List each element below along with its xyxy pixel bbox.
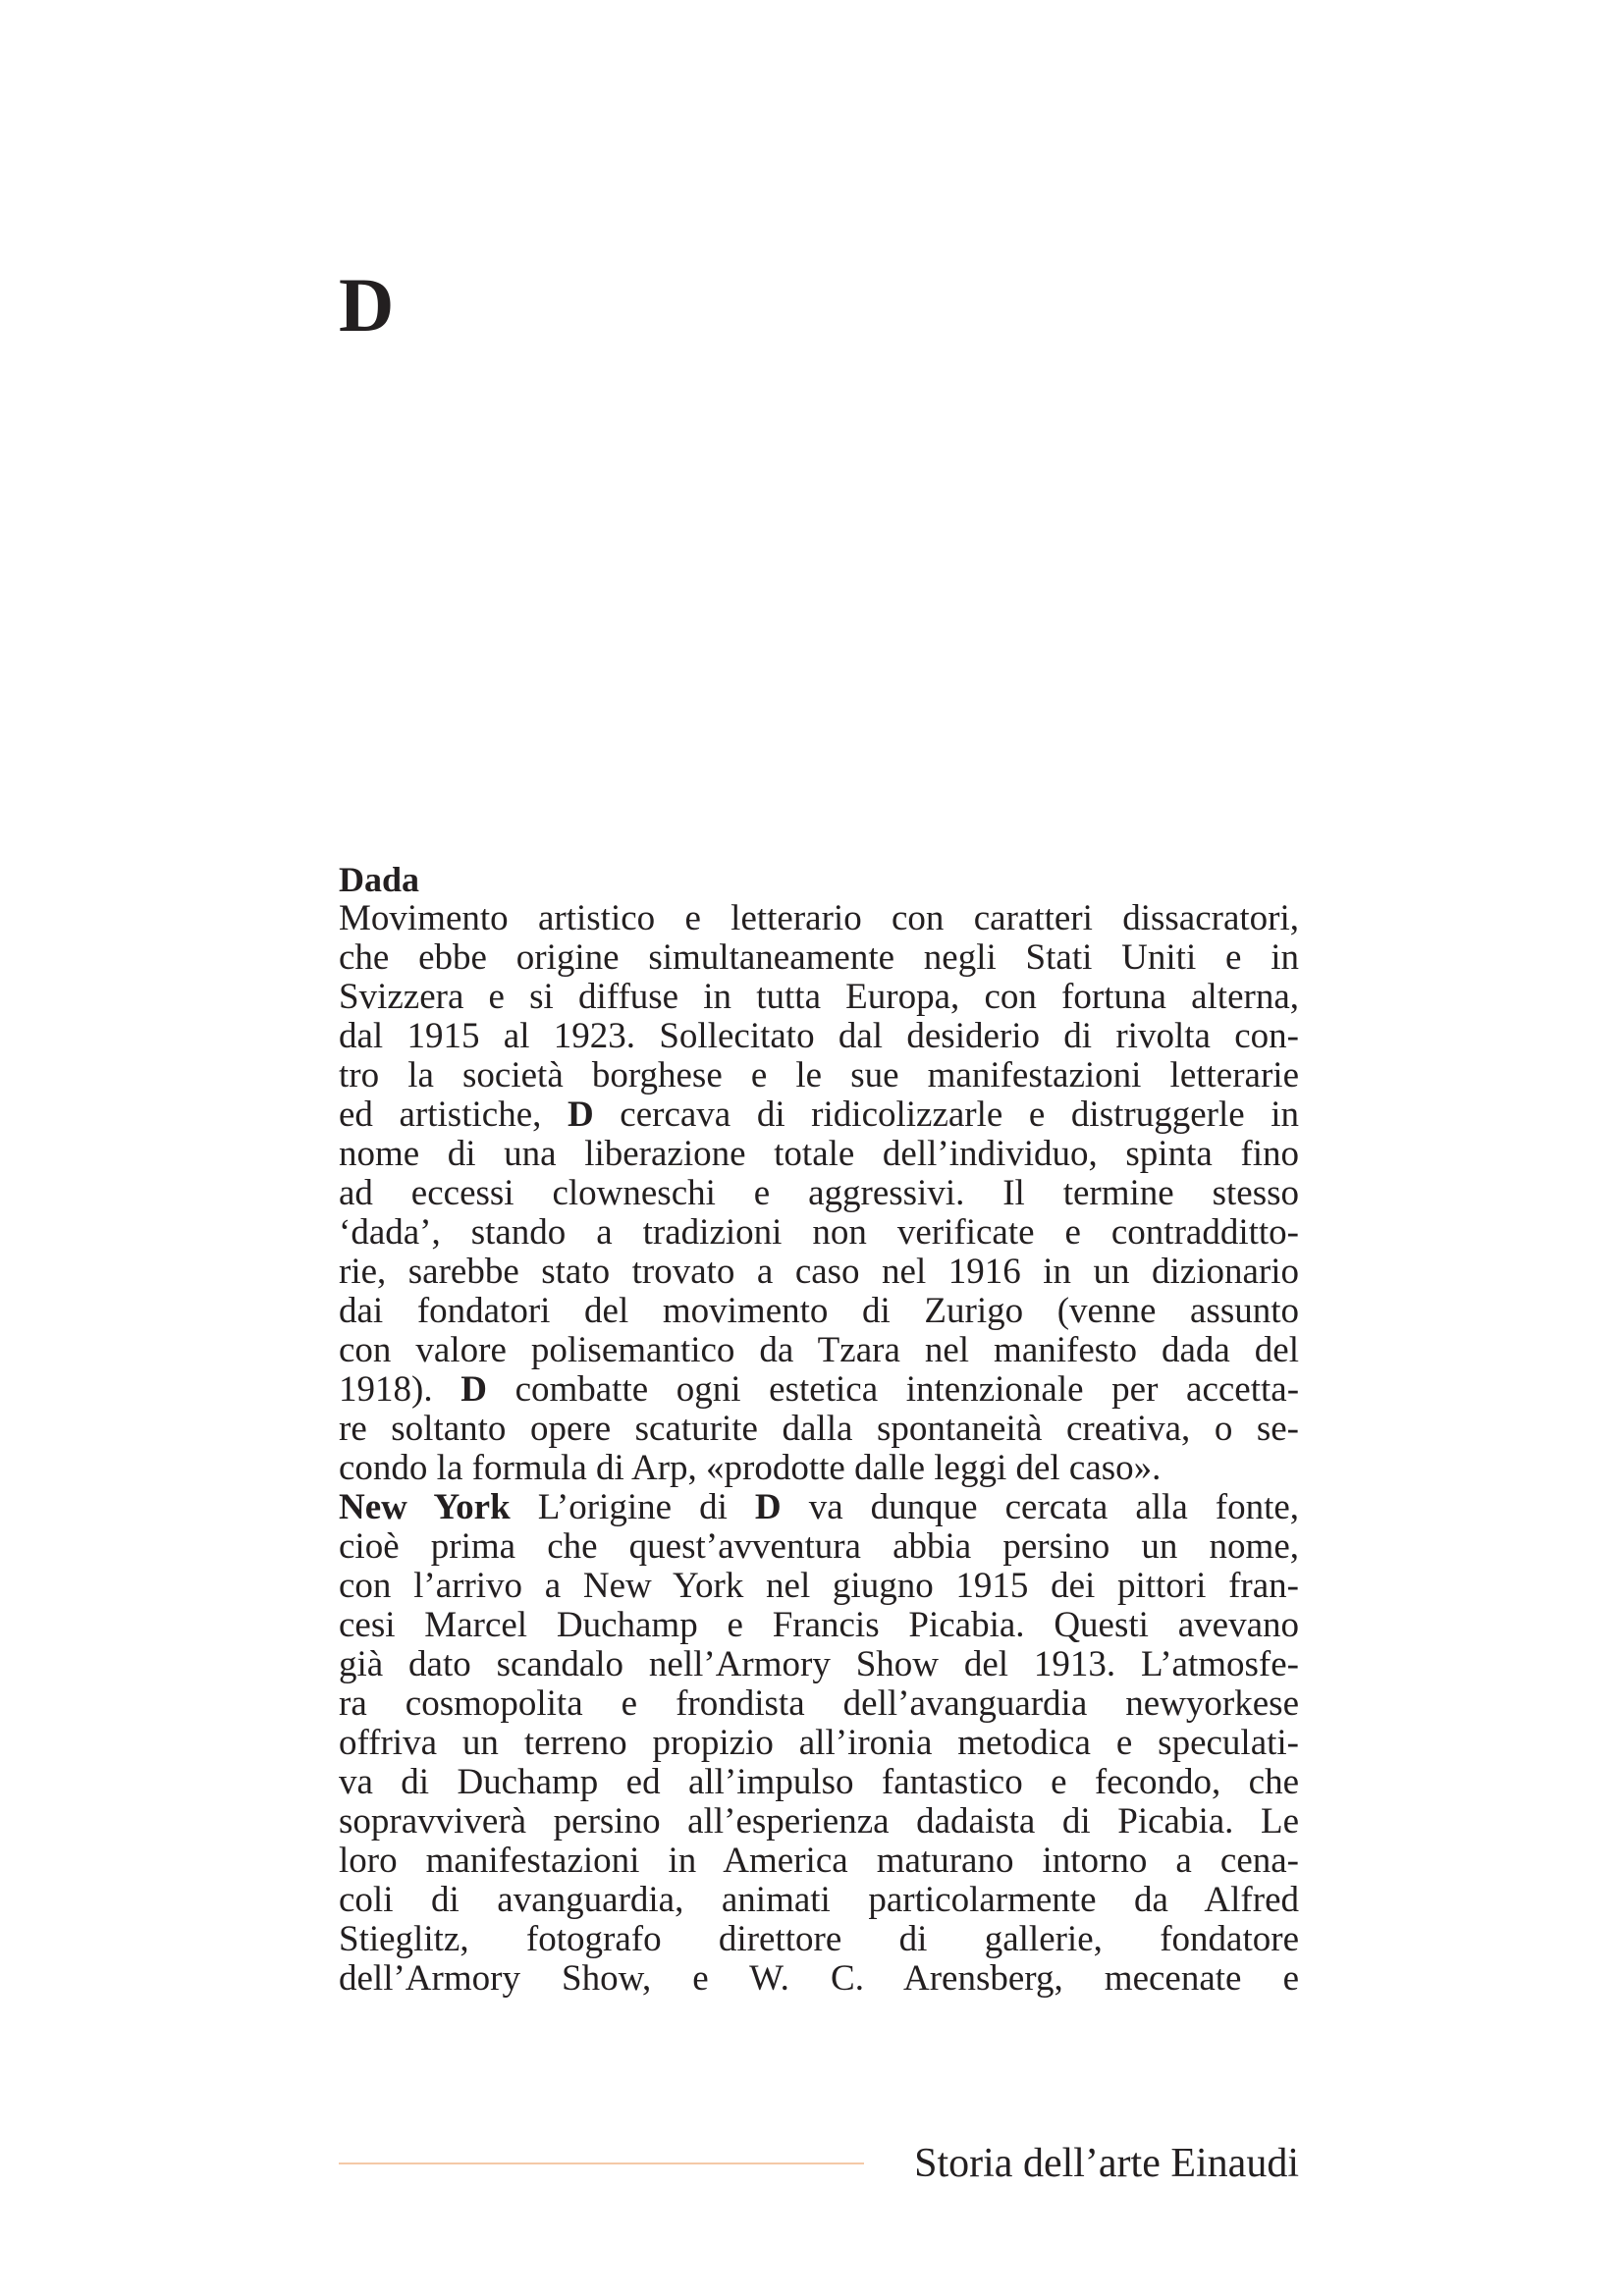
text-line: ad eccessi clowneschi e aggressivi. Il termine stesso <box>339 1173 1299 1213</box>
text-line: cesi Marcel Duchamp e Francis Picabia. Questi avevano <box>339 1605 1299 1645</box>
text-line: 1918). D combatte ogni estetica intenzionale per accetta- <box>339 1369 1300 1410</box>
text-line: sopravviverà persino all’esperienza dadaista di Picabia. Le <box>339 1801 1299 1842</box>
text-line: re soltanto opere scaturite dalla spontaneità creativa, o se- <box>339 1409 1299 1449</box>
text-line: che ebbe origine simultaneamente negli Stati Uniti e in <box>339 937 1299 978</box>
text-line: con valore polisemantico da Tzara nel manifesto dada del <box>339 1330 1299 1370</box>
footer-divider <box>339 2163 864 2164</box>
text-line: offriva un terreno propizio all’ironia metodica e speculati- <box>339 1723 1299 1763</box>
entry-abbreviation: D <box>460 1369 487 1410</box>
text-line: nome di una liberazione totale dell’individuo, spinta fino <box>339 1134 1299 1174</box>
text-line: con l’arrivo a New York nel giugno 1915 dei pittori fran- <box>339 1566 1299 1606</box>
footer-publication-title: Storia dell’arte Einaudi <box>914 2141 1299 2186</box>
text-line: New York L’origine di D va dunque cercata alla fonte, <box>339 1487 1300 1527</box>
text-line: Movimento artistico e letterario con caratteri dissacratori, <box>339 898 1299 938</box>
text-line: rie, sarebbe stato trovato a caso nel 1916 in un dizionario <box>339 1252 1299 1292</box>
text-line: ra cosmopolita e frondista dell’avanguardia newyorkese <box>339 1683 1299 1724</box>
text-line: ed artistiche, D cercava di ridicolizzarle e distruggerle in <box>339 1095 1300 1135</box>
section-letter: D <box>339 262 395 347</box>
text-line: Svizzera e si diffuse in tutta Europa, con fortuna alterna, <box>339 977 1299 1017</box>
text-line: dell’Armory Show, e W. C. Arensberg, mecenate e <box>339 1958 1299 1999</box>
entry-abbreviation: D <box>754 1487 782 1527</box>
entry-title: Dada <box>339 860 420 899</box>
text-line: va di Duchamp ed all’impulso fantastico e fecondo, che <box>339 1762 1299 1802</box>
text-line: dal 1915 al 1923. Sollecitato dal desiderio di rivolta con- <box>339 1016 1299 1056</box>
text-line: condo la formula di Arp, «prodotte dalle leggi del caso». <box>339 1448 1162 1488</box>
text-line: dai fondatori del movimento di Zurigo (venne assunto <box>339 1291 1299 1331</box>
text-line: Stieglitz, fotografo direttore di gallerie, fondatore <box>339 1919 1299 1959</box>
text-line: cioè prima che quest’avventura abbia persino un nome, <box>339 1526 1299 1567</box>
text-line: ‘dada’, stando a tradizioni non verificate e contradditto- <box>339 1212 1299 1253</box>
text-line: già dato scandalo nell’Armory Show del 1913. L’atmosfe- <box>339 1644 1299 1684</box>
subheading-new-york: New York <box>339 1487 511 1527</box>
entry-abbreviation: D <box>567 1095 594 1135</box>
dictionary-entry <box>339 860 1299 1999</box>
text-line: coli di avanguardia, animati particolarmente da Alfred <box>339 1880 1299 1920</box>
text-line: loro manifestazioni in America maturano intorno a cena- <box>339 1841 1299 1881</box>
text-line: tro la società borghese e le sue manifestazioni letterarie <box>339 1055 1299 1095</box>
entry-body <box>339 899 1299 1999</box>
